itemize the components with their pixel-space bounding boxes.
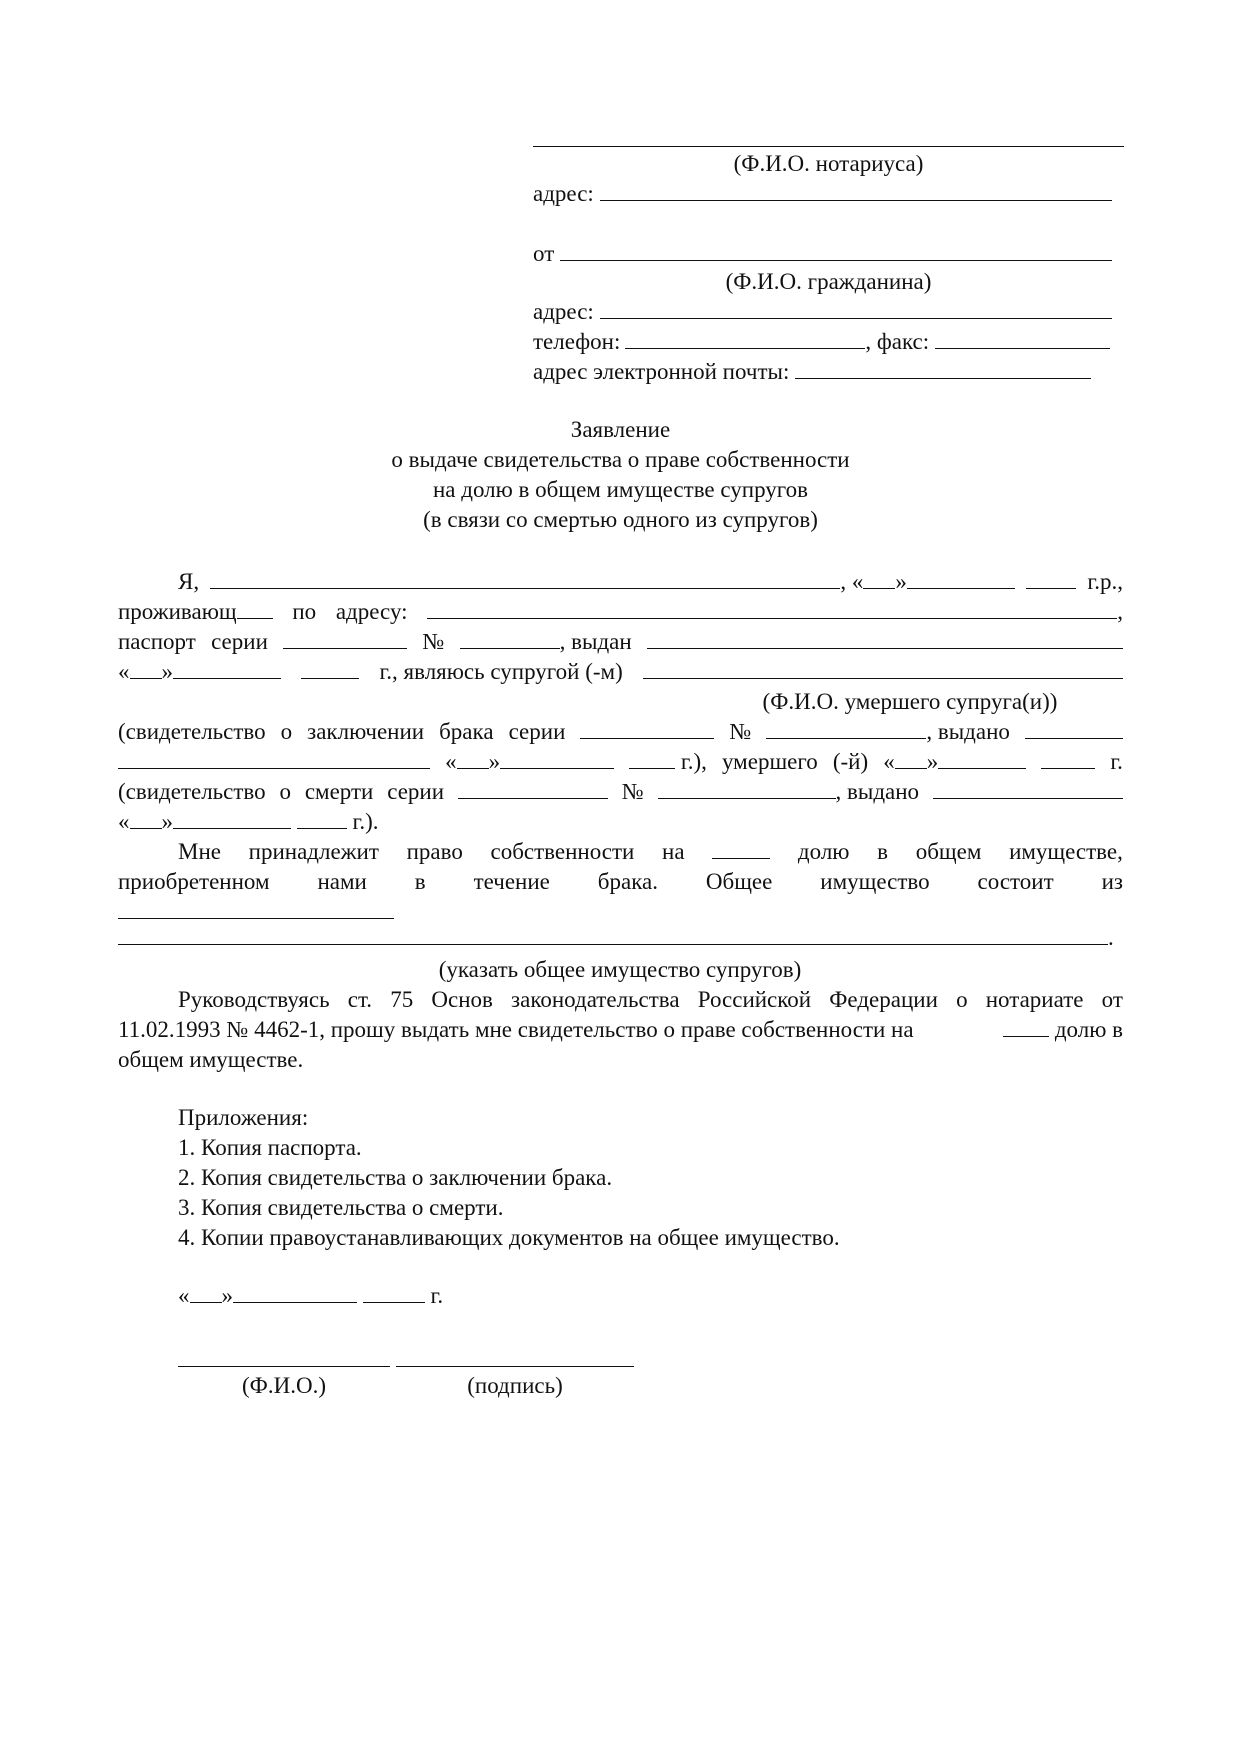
- word: долю: [797, 839, 850, 864]
- birth-month-field[interactable]: [907, 569, 1015, 589]
- passport-issuer-field[interactable]: [647, 629, 1123, 649]
- word: общем: [915, 839, 982, 864]
- from-row: [533, 240, 1112, 268]
- title-line-2: о выдаче свидетельства о праве собственности: [391, 447, 850, 472]
- word: Мне: [178, 839, 221, 864]
- word: приобретенном: [118, 869, 270, 894]
- body-line-7: « » г.), умершего (-й) « » г.: [118, 748, 1123, 776]
- title-line-4: (в связи со смертью одного из супругов): [423, 507, 818, 532]
- word: Руководствуясь: [178, 987, 330, 1012]
- word: имуществе,: [1009, 839, 1123, 864]
- citizen-name-field[interactable]: [560, 241, 1112, 261]
- fax-field[interactable]: [935, 329, 1110, 349]
- marriage-day-field[interactable]: [457, 749, 489, 769]
- word: право: [406, 839, 463, 864]
- email-row: [533, 358, 1091, 386]
- from-label: от: [533, 241, 555, 266]
- marriage-month-field[interactable]: [500, 749, 614, 769]
- death-cert-issuer-field[interactable]: [933, 779, 1123, 799]
- word: в: [414, 869, 426, 894]
- deceased-name-field[interactable]: [643, 659, 1123, 679]
- birth-day-field[interactable]: [863, 569, 895, 589]
- share-paragraph-line-2: [118, 868, 1123, 896]
- citizen-caption: (Ф.И.О. гражданина): [725, 269, 932, 294]
- birth-year-field[interactable]: [1026, 569, 1076, 589]
- word: течение: [473, 869, 550, 894]
- body-line-3: паспорт серии № , выдан: [118, 628, 1123, 656]
- sign-day-field[interactable]: [190, 1283, 222, 1303]
- notary-name-line[interactable]: [533, 146, 1124, 147]
- body-line-2: проживающ по адресу: ,: [118, 599, 1123, 624]
- notary-address-row: [533, 180, 1112, 208]
- signature-date-row: « » г.: [178, 1283, 444, 1308]
- notary-address-label: адрес:: [533, 181, 594, 206]
- gender-suffix-field[interactable]: [237, 599, 273, 619]
- attachment-item: 4. Копии правоустанавливающих документов на общее имущество.: [178, 1225, 840, 1250]
- signature-field[interactable]: [396, 1366, 634, 1367]
- body-line-9: « » г.).: [118, 809, 379, 834]
- phone-fax-row: [533, 328, 1110, 356]
- passport-year-field[interactable]: [301, 659, 359, 679]
- word: имущество: [820, 869, 930, 894]
- word: Основ: [431, 987, 493, 1012]
- citizen-address-field[interactable]: [600, 299, 1112, 319]
- notary-address-field[interactable]: [600, 181, 1112, 201]
- share-paragraph-line-1: [178, 838, 1123, 866]
- attachment-item: 2. Копия свидетельства о заключении брака.: [178, 1165, 613, 1190]
- body-line-4: « » г., являюсь супругой (-м): [118, 658, 1123, 686]
- passport-day-field[interactable]: [130, 659, 162, 679]
- body-line-1: Я, , « » г.р.,: [178, 569, 1123, 594]
- attachment-item: 3. Копия свидетельства о смерти.: [178, 1195, 504, 1220]
- word: нами: [317, 869, 367, 894]
- word: собственности: [490, 839, 635, 864]
- word: принадлежит: [248, 839, 379, 864]
- email-field[interactable]: [795, 359, 1091, 379]
- signer-name-field[interactable]: [178, 1366, 390, 1367]
- death-cert-day-field[interactable]: [130, 809, 162, 829]
- word: нотариате: [985, 987, 1084, 1012]
- property-line-2: .: [118, 924, 1123, 952]
- word: в: [877, 839, 889, 864]
- property-field-2[interactable]: [118, 925, 1108, 945]
- word: состоит: [977, 869, 1054, 894]
- death-cert-month-field[interactable]: [173, 809, 291, 829]
- property-field-1[interactable]: [118, 918, 394, 919]
- word: законодательства: [511, 987, 680, 1012]
- title-line-1: Заявление: [570, 417, 671, 442]
- word: на: [662, 839, 685, 864]
- applicant-name-field[interactable]: [210, 569, 840, 589]
- request-paragraph-line-1: [178, 986, 1123, 1014]
- phone-label: телефон:: [533, 329, 621, 354]
- marriage-cert-number-field[interactable]: [766, 719, 926, 739]
- sign-month-field[interactable]: [233, 1283, 357, 1303]
- death-year-field[interactable]: [1041, 749, 1095, 769]
- body-line-6: (свидетельство о заключении брака серии № , выдано: [118, 718, 1123, 746]
- phone-field[interactable]: [625, 329, 865, 349]
- title-line-3: на долю в общем имуществе супругов: [432, 477, 809, 502]
- citizen-address-label: адрес:: [533, 299, 594, 324]
- body-line-8: (свидетельство о смерти серии № , выдано: [118, 778, 1123, 806]
- deceased-caption: (Ф.И.О. умершего супруга(и)): [762, 689, 1058, 714]
- property-caption: (указать общее имущество супругов): [438, 957, 802, 982]
- attachment-item: 1. Копия паспорта.: [178, 1135, 362, 1160]
- word: Общее: [705, 869, 773, 894]
- death-cert-number-field[interactable]: [658, 779, 836, 799]
- request-paragraph-line-3: общем имуществе.: [118, 1047, 304, 1072]
- passport-series-field[interactable]: [283, 629, 407, 649]
- applicant-address-field[interactable]: [427, 599, 1117, 619]
- email-label: адрес электронной почты:: [533, 359, 790, 384]
- death-day-field[interactable]: [895, 749, 927, 769]
- share-fraction-field[interactable]: [712, 839, 770, 859]
- word: ст.: [347, 987, 373, 1012]
- marriage-cert-issuer-cont-field[interactable]: [118, 749, 430, 769]
- notary-caption: (Ф.И.О. нотариуса): [733, 151, 924, 176]
- passport-number-field[interactable]: [460, 629, 560, 649]
- fax-label: , факс:: [865, 329, 930, 354]
- word: Российской: [697, 987, 812, 1012]
- word: Федерации: [829, 987, 938, 1012]
- marriage-year-field[interactable]: [629, 749, 675, 769]
- word: от: [1101, 987, 1123, 1012]
- passport-month-field[interactable]: [173, 659, 281, 679]
- word: брака.: [597, 869, 658, 894]
- marriage-cert-series-field[interactable]: [580, 719, 714, 739]
- signature-caption: (подпись): [467, 1373, 563, 1398]
- marriage-cert-issuer-field[interactable]: [1025, 719, 1123, 739]
- sign-year-field[interactable]: [363, 1283, 425, 1303]
- death-month-field[interactable]: [938, 749, 1026, 769]
- attachments-heading: Приложения:: [178, 1105, 309, 1130]
- citizen-address-row: [533, 298, 1112, 326]
- death-cert-series-field[interactable]: [458, 779, 608, 799]
- death-cert-year-field[interactable]: [297, 809, 347, 829]
- requested-share-field[interactable]: [1003, 1017, 1049, 1037]
- word: о: [956, 987, 968, 1012]
- name-caption: (Ф.И.О.): [242, 1373, 326, 1398]
- word: 75: [390, 987, 414, 1012]
- word: из: [1101, 869, 1123, 894]
- request-paragraph-line-2: 11.02.1993 № 4462-1, прошу выдать мне свидетельство о праве собственности на долю в: [118, 1017, 1123, 1042]
